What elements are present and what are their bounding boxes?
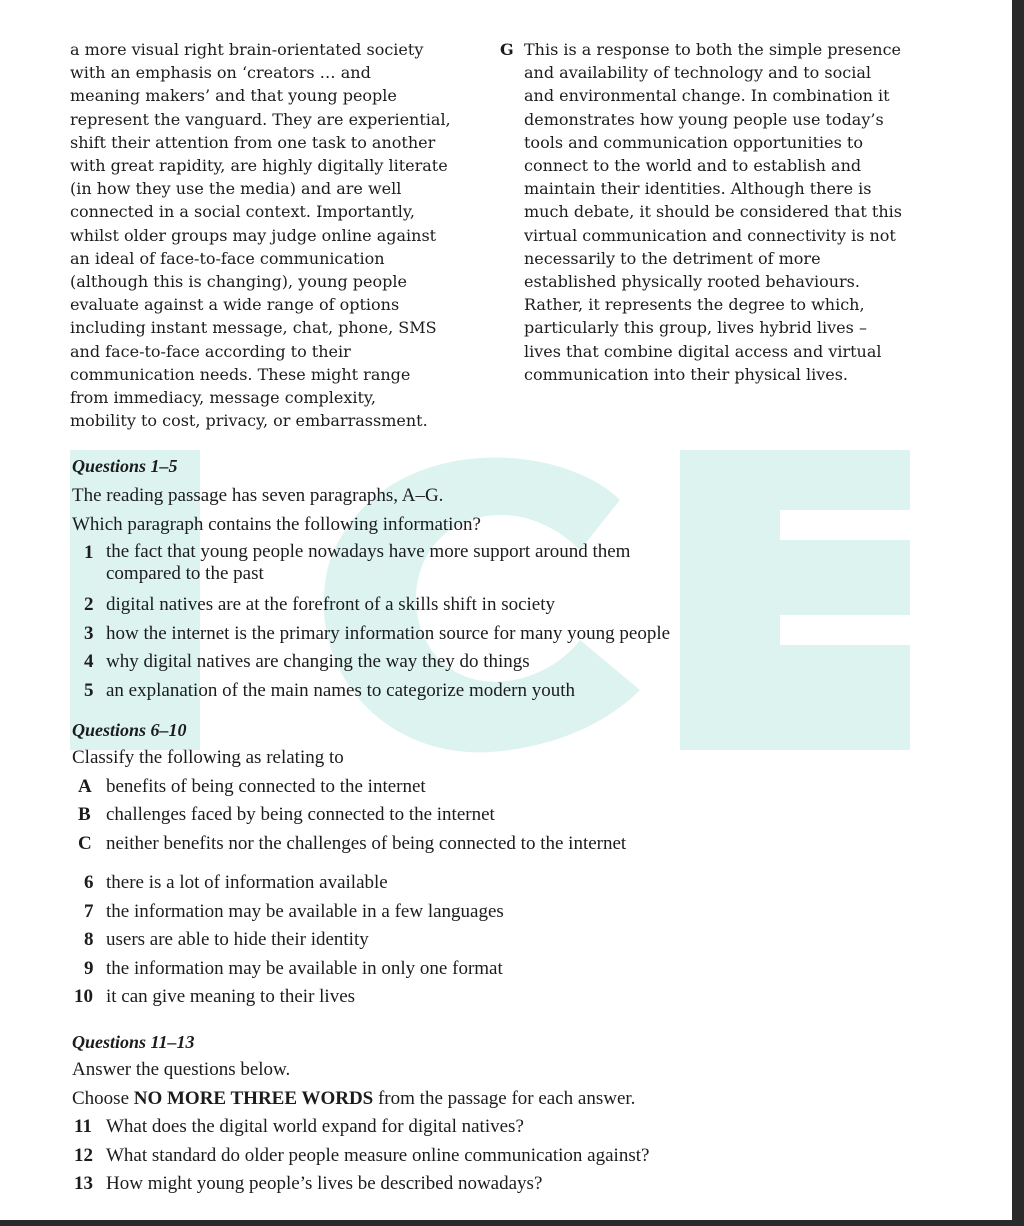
question-item: [72, 591, 932, 620]
passage-left-column: a more visual right brain-orientated society with an emphasis on ‘creators … and meaning makers’ and that young people represent the vanguard. They are experiential, shift their attention from one task to another with great rapidity, are highly digitally literate (in how they use the media) and are well connected in a social context. Importantly, whilst older groups may judge online against an ideal of face-to-face communication (although this is changing), young people evaluate against a wide range of options including instant message, chat, phone, SMS and face-to-face according to their communication needs. These might range from immediacy, message complexity, mobility to cost, privacy, or embarrassment.: [70, 40, 451, 431]
questions-1-5-intro: The reading passage has seven paragraphs, A–G.: [72, 485, 444, 506]
questions-11-13-instruction: [72, 1085, 932, 1114]
option-letter: B: [78, 804, 91, 825]
passage-columns: [70, 38, 940, 438]
paragraph-g-text: This is a response to both the simple presence and availability of technology and to social and environmental change. In combination it demonstrates how young people use today’s tools and communication opportunities to connect to the world and to establish and maintain their identities. Although there is much debate, it should be considered that this virtual communication and connectivity is not necessarily to the detriment of more established physically rooted behaviours. Rather, it represents the degree to which, particularly this group, lives hybrid lives – lives that combine digital access and virtual communication into their physical lives.: [524, 40, 902, 384]
question-number: 5: [84, 679, 94, 701]
questions-6-10-heading: Questions 6–10: [72, 720, 187, 740]
question-number: 12: [74, 1144, 93, 1166]
question-text: how the internet is the primary information source for many young people: [106, 622, 671, 644]
window-frame-right: [1012, 0, 1024, 1226]
instruction-suffix: from the passage for each answer.: [373, 1087, 636, 1109]
question-item: [72, 1142, 932, 1171]
option-letter: A: [78, 775, 92, 797]
option-text: neither benefits nor the challenges of being connected to the internet: [106, 832, 627, 854]
question-item: [72, 648, 932, 677]
questions-1-5-instruction: Which paragraph contains the following information?: [72, 513, 481, 535]
questions-1-5-heading: Questions 1–5: [72, 456, 178, 476]
question-text: the fact that young people nowadays have more support around them compared to the past: [106, 541, 631, 584]
option-item: [72, 801, 932, 830]
question-item: [72, 926, 932, 955]
question-item: [72, 1170, 932, 1199]
questions-6-10-intro: Classify the following as relating to: [72, 747, 344, 768]
question-text: the information may be available in only one format: [106, 957, 503, 979]
question-item: [72, 677, 932, 706]
question-text: why digital natives are changing the way they do things: [106, 651, 530, 672]
question-number: 3: [84, 622, 94, 644]
question-item: [72, 869, 932, 898]
question-number: 6: [84, 872, 94, 893]
question-text: the information may be available in a few languages: [106, 900, 504, 922]
question-number: 11: [74, 1116, 92, 1137]
questions-11-13-intro: Answer the questions below.: [72, 1059, 291, 1080]
question-text: What does the digital world expand for digital natives?: [106, 1116, 524, 1137]
option-text: challenges faced by being connected to the internet: [106, 804, 495, 825]
question-item: [72, 983, 932, 1012]
question-text: an explanation of the main names to categorize modern youth: [106, 679, 576, 701]
question-number: 2: [84, 594, 94, 615]
question-text: users are able to hide their identity: [106, 929, 369, 950]
question-item: [72, 620, 932, 649]
option-item: [72, 773, 932, 802]
instruction-word-limit: NO MORE THREE WORDS: [133, 1087, 374, 1109]
question-text: digital natives are at the forefront of a skills shift in society: [106, 594, 556, 615]
question-text: How might young people’s lives be described nowadays?: [106, 1173, 543, 1194]
question-text: there is a lot of information available: [106, 872, 388, 893]
paragraph-g-letter: G: [500, 40, 514, 59]
question-item: [72, 1113, 932, 1142]
question-text: What standard do older people measure online communication against?: [106, 1144, 650, 1166]
question-number: 4: [84, 651, 94, 672]
question-number: 10: [74, 986, 93, 1007]
question-number: 8: [84, 929, 94, 950]
instruction-prefix: Choose: [72, 1087, 134, 1109]
option-text: benefits of being connected to the internet: [106, 775, 426, 797]
question-item: [72, 539, 932, 591]
question-number: 13: [74, 1173, 93, 1194]
questions-1-5: [72, 454, 932, 705]
question-item: [72, 898, 932, 927]
option-letter: C: [78, 832, 92, 854]
question-number: 9: [84, 957, 94, 979]
question-number: 7: [84, 900, 94, 922]
question-item: [72, 955, 932, 984]
option-item: [72, 830, 932, 859]
window-frame-bottom: [0, 1220, 1024, 1226]
questions-6-10: [72, 718, 932, 1012]
question-text: it can give meaning to their lives: [106, 986, 356, 1007]
question-number: 1: [84, 542, 94, 563]
questions-11-13-heading: Questions 11–13: [72, 1032, 195, 1052]
questions-11-13: [72, 1030, 932, 1199]
